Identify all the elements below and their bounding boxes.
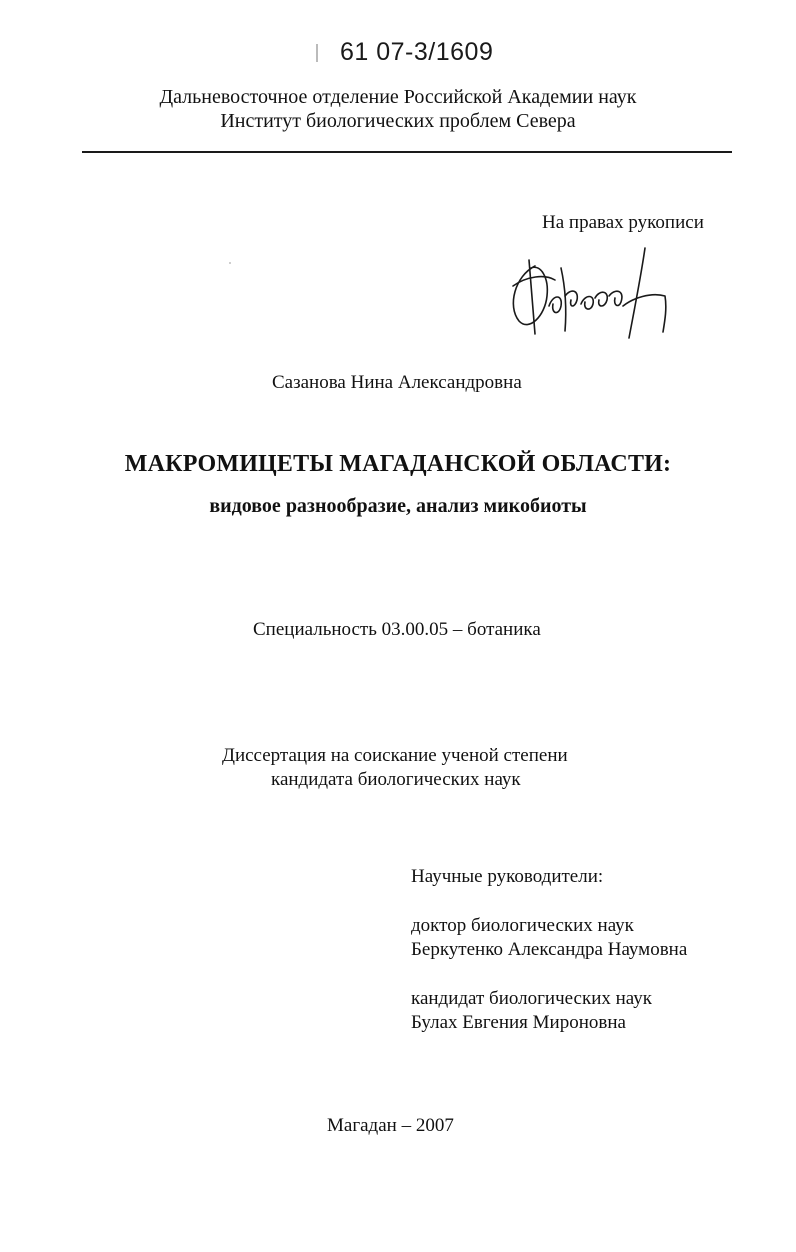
city-and-year: Магадан – 2007: [327, 1115, 454, 1136]
manuscript-rights-label: На правах рукописи: [542, 212, 704, 233]
organization-line-2: Институт биологических проблем Севера: [220, 110, 576, 132]
organization-line-1: Дальневосточное отделение Российской Академии наук: [159, 86, 637, 108]
dissertation-subtitle: видовое разнообразие, анализ микобиоты: [209, 495, 587, 517]
supervisor-1-name: Беркутенко Александра Наумовна: [411, 939, 688, 960]
supervisors-heading: Научные руководители:: [411, 866, 604, 887]
supervisor-2-degree: кандидат биологических наук: [411, 988, 652, 1009]
supervisor-2-name: Булах Евгения Мироновна: [411, 1012, 626, 1033]
header-divider: [82, 151, 732, 153]
specialty-line: Специальность 03.00.05 – ботаника: [253, 619, 541, 640]
supervisor-1-degree: доктор биологических наук: [411, 915, 634, 936]
scan-speck: [229, 262, 231, 264]
degree-line-1: Диссертация на соискание ученой степени: [222, 745, 568, 766]
catalog-number: 61 07-3/1609: [340, 38, 494, 66]
dissertation-title: МАКРОМИЦЕТЫ МАГАДАНСКОЙ ОБЛАСТИ:: [124, 451, 672, 477]
handwritten-signature: [505, 246, 675, 341]
degree-line-2: кандидата биологических наук: [271, 769, 521, 790]
scan-mark: [316, 44, 318, 62]
author-name: Сазанова Нина Александровна: [272, 372, 522, 393]
